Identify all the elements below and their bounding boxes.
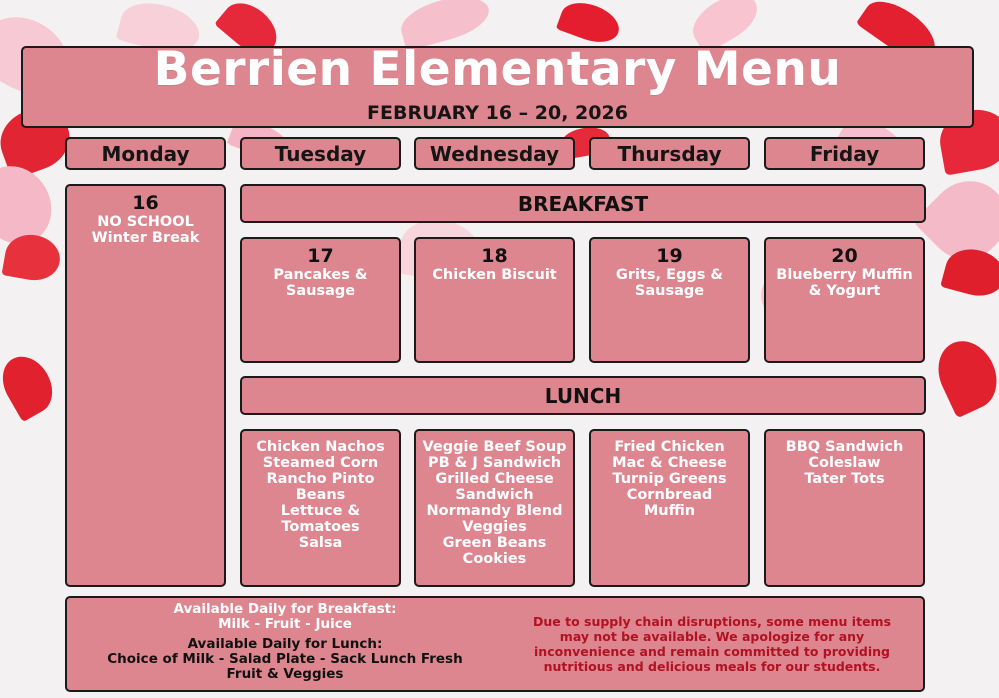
breakfast-heading: BREAKFAST [240, 184, 926, 223]
lunch-item-list [242, 439, 399, 551]
breakfast-item-line2: Sausage [285, 283, 356, 299]
monday-note-line1: NO SCHOOL [97, 214, 194, 230]
lunch-item: Green Beans [442, 535, 547, 551]
daily-availability [75, 602, 495, 682]
breakfast-item-line2: Sausage [634, 283, 705, 299]
day-header-tuesday: Tuesday [240, 137, 401, 170]
day-header-monday: Monday [65, 137, 226, 170]
lunch-item: Veggies [462, 519, 527, 535]
breakfast-item-line2: & Yogurt [808, 283, 881, 299]
breakfast-date: 19 [656, 245, 683, 267]
lunch-item: Lettuce & [280, 503, 361, 519]
page-title: Berrien Elementary Menu [153, 42, 842, 97]
breakfast-date: 18 [481, 245, 508, 267]
lunch-item: Coleslaw [808, 455, 881, 471]
lunch-heading: LUNCH [240, 376, 926, 415]
lunch-item: Salsa [298, 535, 343, 551]
monday-note-line2: Winter Break [91, 230, 200, 246]
lunch-item: Cornbread [626, 487, 713, 503]
notice-line: inconvenience and remain committed to providing [534, 644, 890, 659]
lunch-item: Mac & Cheese [612, 455, 727, 471]
breakfast-cell-thursday [589, 237, 750, 363]
notice-line: may not be available. We apologize for any [559, 629, 865, 644]
monday-date: 16 [132, 192, 159, 214]
title-banner [21, 42, 974, 128]
lunch-item: Grilled Cheese [435, 471, 554, 487]
lunch-daily-items-line2: Fruit & Veggies [226, 666, 344, 682]
footer-panel [65, 596, 925, 692]
lunch-daily-label: Available Daily for Lunch: [187, 636, 383, 652]
lunch-item: Rancho Pinto [266, 471, 375, 487]
lunch-item: Turnip Greens [612, 471, 727, 487]
day-header-wednesday: Wednesday [414, 137, 575, 170]
breakfast-item-line1: Chicken Biscuit [432, 267, 557, 283]
notice-line: nutritious and delicious meals for our students. [543, 659, 881, 674]
lunch-item: Tater Tots [804, 471, 885, 487]
breakfast-date: 17 [307, 245, 334, 267]
lunch-cell-thursday [589, 429, 750, 587]
lunch-item-list [766, 439, 923, 487]
lunch-cell-wednesday [414, 429, 575, 587]
day-header-thursday: Thursday [589, 137, 750, 170]
lunch-item: Fried Chicken [614, 439, 725, 455]
lunch-item: Cookies [462, 551, 527, 567]
lunch-item-list [416, 439, 573, 567]
breakfast-cell-wednesday [414, 237, 575, 363]
day-header-friday: Friday [764, 137, 925, 170]
lunch-item-list [591, 439, 748, 519]
lunch-item: Chicken Nachos [256, 439, 385, 455]
lunch-item: Sandwich [455, 487, 534, 503]
breakfast-daily-label: Available Daily for Breakfast: [173, 601, 397, 617]
lunch-item: BBQ Sandwich [785, 439, 904, 455]
lunch-item: PB & J Sandwich [427, 455, 562, 471]
lunch-item: Steamed Corn [262, 455, 379, 471]
lunch-item: Muffin [643, 503, 696, 519]
breakfast-cell-friday [764, 237, 925, 363]
lunch-daily-items-line1: Choice of Milk - Salad Plate - Sack Lunch Fresh [107, 651, 463, 667]
lunch-item: Normandy Blend [426, 503, 563, 519]
breakfast-item-line1: Grits, Eggs & [615, 267, 724, 283]
monday-cell [65, 184, 226, 587]
notice-line: Due to supply chain disruptions, some menu items [532, 614, 892, 629]
breakfast-daily-items: Milk - Fruit - Juice [218, 616, 352, 632]
breakfast-item-line1: Pancakes & [273, 267, 368, 283]
lunch-cell-tuesday [240, 429, 401, 587]
breakfast-date: 20 [831, 245, 858, 267]
lunch-item: Tomatoes [281, 519, 360, 535]
lunch-item: Veggie Beef Soup [422, 439, 567, 455]
breakfast-cell-tuesday [240, 237, 401, 363]
lunch-cell-friday [764, 429, 925, 587]
supply-chain-notice [512, 614, 912, 674]
date-range: FEBRUARY 16 – 20, 2026 [367, 102, 628, 124]
breakfast-item-line1: Blueberry Muffin [776, 267, 913, 283]
lunch-item: Beans [295, 487, 346, 503]
